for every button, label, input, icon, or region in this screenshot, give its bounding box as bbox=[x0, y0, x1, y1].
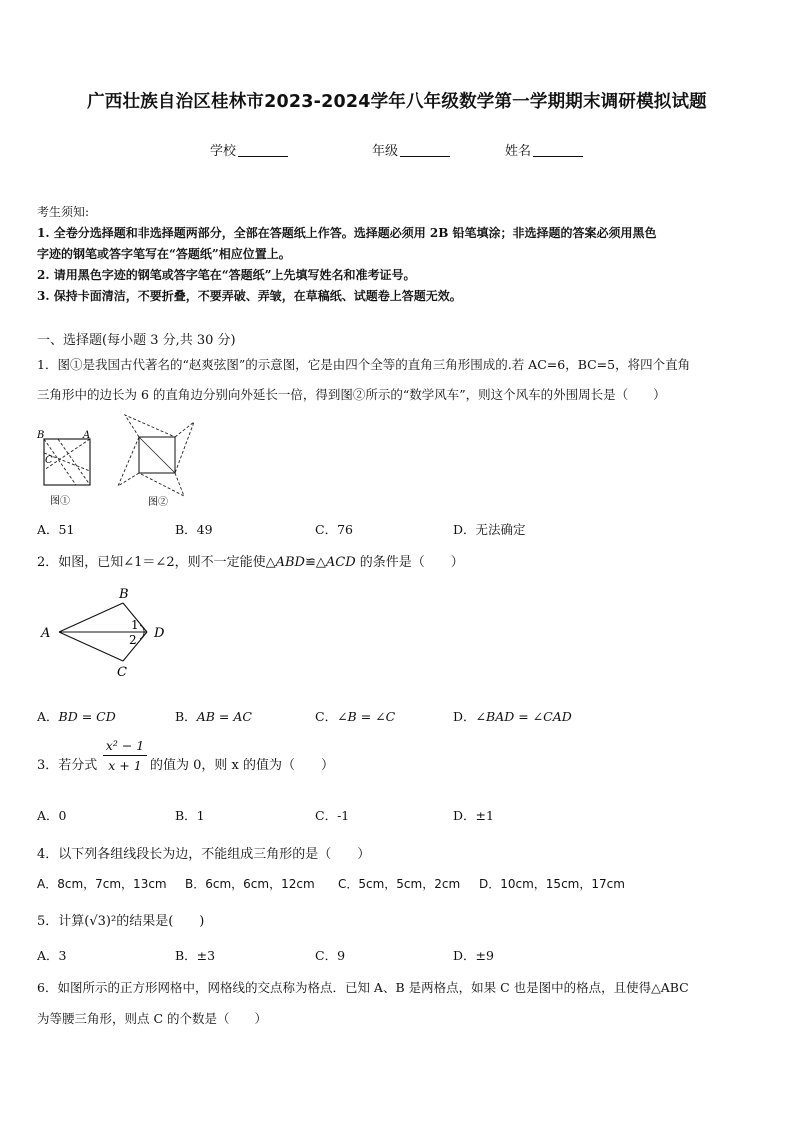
section-heading: 一、选择题(每小题 3 分,共 30 分) bbox=[37, 333, 236, 348]
label-B: B bbox=[119, 587, 129, 602]
name-label: 姓名 bbox=[505, 144, 532, 159]
name-blank bbox=[533, 142, 583, 157]
q5-post: 的结果是( ) bbox=[116, 914, 205, 929]
hyp-4 bbox=[58, 439, 90, 485]
school-field bbox=[210, 140, 288, 159]
blade-3 bbox=[139, 473, 184, 496]
notice-item-1-cont: 字迹的钢笔或答字笔写在“答题纸”相应位置上。 bbox=[37, 247, 291, 261]
q4-option-a[interactable]: A．8cm，7cm，13cm bbox=[37, 877, 167, 891]
q2-triangle-abd: ABD bbox=[275, 555, 305, 570]
blade-1 bbox=[125, 415, 175, 437]
label-A: A bbox=[83, 430, 91, 441]
exam-title: 广西壮族自治区桂林市2023-2024学年八年级数学第一学期期末调研模拟试题 bbox=[87, 92, 707, 112]
q2-option-d[interactable]: D．∠BAD = ∠CAD bbox=[453, 709, 572, 724]
q2-stem-end: 的条件是（ ） bbox=[355, 555, 464, 570]
blade-2 bbox=[175, 422, 194, 473]
q2-congruent: ≌△ bbox=[304, 555, 326, 570]
school-label: 学校 bbox=[210, 144, 237, 159]
label-A: A bbox=[41, 626, 51, 641]
q2-triangle-acd: ACD bbox=[325, 555, 356, 570]
q6-line2: 为等腰三角形，则点 C 的个数是（ ） bbox=[37, 1011, 268, 1026]
segment-ab bbox=[59, 603, 123, 632]
q3-option-d[interactable]: D．±1 bbox=[453, 808, 494, 823]
notice-item-1: 1. 全卷分选择题和非选择题两部分，全部在答题纸上作答。选择题必须用 2B 铅笔填涂；非选择题的答案必须用黑色 bbox=[37, 226, 657, 240]
q2-stem bbox=[37, 551, 464, 570]
label-D: D bbox=[154, 626, 165, 641]
q3-numerator: x² − 1 bbox=[103, 738, 147, 756]
notice-item-3: 3. 保持卡面清洁，不要折叠，不要弄破、弄皱，在草稿纸、试题卷上答题无效。 bbox=[37, 289, 462, 303]
q4-option-c[interactable]: C．5cm，5cm，2cm bbox=[338, 877, 461, 891]
q6-line1: 6．如图所示的正方形网格中，网格线的交点称为格点．已知 A、B 是两格点，如果 C 也是图中的格点，且使得△ABC bbox=[37, 980, 689, 995]
notice-heading: 考生须知: bbox=[37, 205, 90, 219]
blade-4 bbox=[118, 437, 139, 486]
q1-figure-1 bbox=[34, 425, 104, 510]
q1-option-d[interactable]: D．无法确定 bbox=[453, 522, 526, 537]
q5-option-d[interactable]: D．±9 bbox=[453, 948, 494, 963]
q5-expression: (√3)² bbox=[84, 914, 117, 929]
q1-option-c[interactable]: C．76 bbox=[315, 522, 353, 537]
q5-stem bbox=[37, 910, 204, 929]
school-blank bbox=[238, 142, 288, 157]
q5-option-c[interactable]: C．9 bbox=[315, 948, 346, 963]
q3-pre: 3．若分式 bbox=[37, 758, 98, 773]
label-angle-2: 2 bbox=[129, 633, 137, 647]
q1-line1: 1．图①是我国古代著名的“赵爽弦图”的示意图，它是由四个全等的直角三角形围成的.若 AC=6，BC=5，将四个直角 bbox=[37, 357, 691, 372]
q3-option-b[interactable]: B．1 bbox=[175, 808, 205, 823]
q1-option-b[interactable]: B．49 bbox=[175, 522, 213, 537]
label-angle-1: 1 bbox=[131, 618, 139, 632]
q2-stem-text: 2．如图，已知∠1＝∠2，则不一定能使△ bbox=[37, 555, 276, 570]
q3-post: 的值为 0，则 x 的值为（ ） bbox=[150, 758, 334, 773]
grade-label: 年级 bbox=[372, 144, 399, 159]
q3-option-a[interactable]: A．0 bbox=[37, 808, 67, 823]
segment-ac bbox=[59, 632, 123, 661]
q3-option-c[interactable]: C．-1 bbox=[315, 808, 350, 823]
q1-figure-2 bbox=[112, 410, 202, 510]
q5-pre: 5．计算 bbox=[37, 914, 85, 929]
q4-option-d[interactable]: D．10cm，15cm，17cm bbox=[479, 877, 625, 891]
grade-blank bbox=[400, 142, 450, 157]
label-B: B bbox=[37, 430, 45, 441]
inner-diag bbox=[139, 437, 175, 473]
q3-fraction bbox=[103, 738, 147, 773]
notice-item-2: 2. 请用黑色字迹的钢笔或答字笔在“答题纸”上先填写姓名和准考证号。 bbox=[37, 268, 416, 282]
q2-figure bbox=[37, 583, 177, 683]
q5-option-b[interactable]: B．±3 bbox=[175, 948, 216, 963]
fig1-caption: 图① bbox=[50, 496, 70, 507]
q2-option-c[interactable]: C．∠B = ∠C bbox=[315, 709, 396, 724]
label-C: C bbox=[117, 665, 127, 680]
grade-field bbox=[372, 140, 450, 159]
fig2-caption: 图② bbox=[148, 497, 168, 508]
q4-stem: 4．以下列各组线段长为边，不能组成三角形的是（ ） bbox=[37, 847, 371, 862]
q2-option-b[interactable]: B．AB = AC bbox=[175, 709, 252, 724]
q5-option-a[interactable]: A．3 bbox=[37, 948, 67, 963]
q1-line2: 三角形中的边长为 6 的直角边分别向外延长一倍，得到图②所示的“数学风车”，则这个风车的外围周长是（ ） bbox=[37, 387, 666, 402]
label-C: C bbox=[45, 455, 53, 466]
q2-option-a[interactable]: A．BD = CD bbox=[37, 709, 116, 724]
q1-option-a[interactable]: A．51 bbox=[37, 522, 75, 537]
q4-option-b[interactable]: B．6cm，6cm，12cm bbox=[185, 877, 315, 891]
name-field bbox=[505, 140, 583, 159]
q3-denominator: x + 1 bbox=[108, 758, 142, 773]
